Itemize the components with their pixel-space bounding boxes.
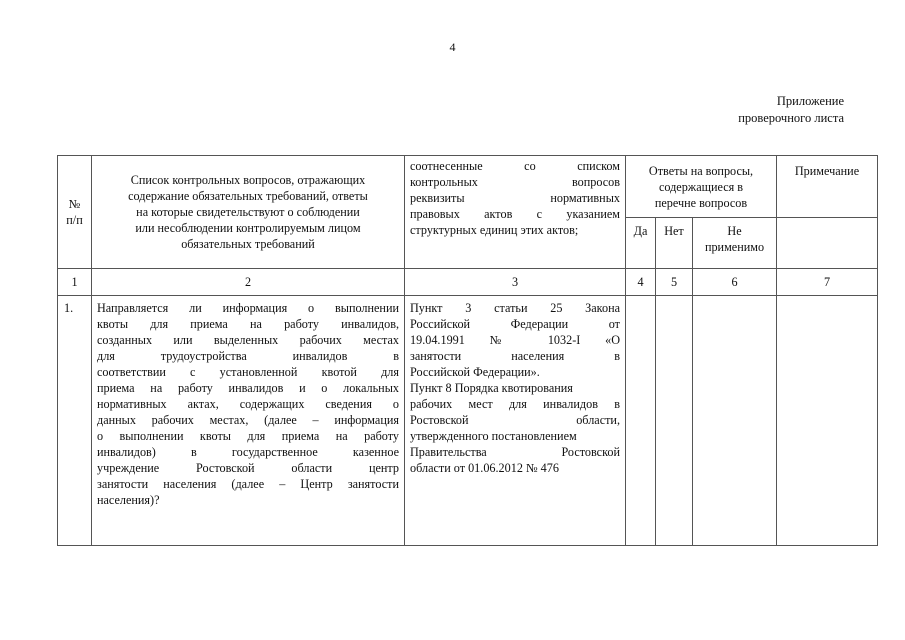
header-no: Нет [656, 218, 693, 269]
row-question-line: о выполнении квоты для приема на работу [97, 429, 399, 443]
row-requisites-line: Российской Федерации от [410, 317, 620, 331]
header-number [58, 156, 92, 269]
column-number: 5 [656, 269, 693, 296]
table-row [58, 296, 878, 546]
row-question-line: нормативных актах, содержащих сведения о [97, 397, 399, 411]
checklist-table [57, 155, 878, 546]
row-requisites-line: утвержденного постановлением [410, 429, 577, 443]
header-not-applicable-line-2: применимо [704, 240, 765, 254]
header-answers-line: Ответы на вопросы, [648, 164, 754, 178]
row-question-line: соответствии с установленной квотой для [97, 365, 399, 379]
row-question-line: инвалидов) в государственное казенное [97, 445, 399, 459]
row-answer-not-applicable [693, 296, 777, 546]
row-number: 1. [58, 296, 92, 546]
header-requisites-line: правовых актов с указанием [410, 207, 620, 221]
header-requisites-line: соотнесенные со списком [410, 159, 620, 173]
header-not-applicable-line-1: Не [727, 224, 742, 238]
row-note [777, 296, 878, 546]
header-questions-line: или несоблюдении контролируемым лицом [135, 221, 361, 235]
column-number: 6 [693, 269, 777, 296]
appendix-line-2: проверочного листа [738, 111, 844, 125]
appendix-line-1: Приложение [776, 94, 844, 108]
row-question-line: Направляется ли информация о выполнении [97, 301, 399, 315]
column-number: 1 [58, 269, 92, 296]
page-number: 4 [449, 40, 456, 54]
row-question-line: учреждение Ростовской области центр [97, 461, 399, 475]
row-answer-no [656, 296, 693, 546]
row-question-line: приема на работу инвалидов и о локальных [97, 381, 399, 395]
header-row [58, 156, 878, 218]
row-requisites-line: Пункт 3 статьи 25 Закона [410, 301, 620, 315]
header-answers-line: содержащиеся в [658, 180, 744, 194]
row-requisites-line: Пункт 8 Порядка квотирования [410, 381, 573, 395]
header-answers [626, 156, 777, 218]
column-number: 4 [626, 269, 656, 296]
header-answers-line: перечне вопросов [654, 196, 748, 210]
appendix-heading [738, 93, 844, 127]
header-note: Примечание [777, 156, 878, 218]
row-requisites-line: рабочих мест для инвалидов в [410, 397, 620, 411]
row-requisites-line: области от 01.06.2012 № 476 [410, 461, 559, 475]
header-requisites-line: структурных единиц этих актов; [410, 223, 579, 237]
row-requisites-line: Российской Федерации». [410, 365, 540, 379]
row-requisites [405, 296, 626, 546]
header-questions-line: на которые свидетельствуют о соблюдении [136, 205, 360, 219]
header-requisites [405, 156, 626, 269]
column-number: 7 [777, 269, 878, 296]
row-question-line: данных рабочих местах, (далее – информация [97, 413, 399, 427]
row-question-line: квоты для приема на работу инвалидов, [97, 317, 399, 331]
header-questions-line: содержание обязательных требований, ответы [128, 189, 368, 203]
header-questions-line: обязательных требований [181, 237, 315, 251]
row-question-line: населения)? [97, 493, 160, 507]
header-questions-line: Список контрольных вопросов, отражающих [130, 173, 366, 187]
row-question [92, 296, 405, 546]
row-question-line: занятости населения (далее – Центр занятости [97, 477, 399, 491]
row-requisites-line: 19.04.1991 № 1032-I «О [410, 333, 620, 347]
header-requisites-line: контрольных вопросов [410, 175, 620, 189]
row-answer-yes [626, 296, 656, 546]
header-yes: Да [626, 218, 656, 269]
column-number: 3 [405, 269, 626, 296]
header-questions [92, 156, 405, 269]
column-number: 2 [92, 269, 405, 296]
row-question-line: созданных или выделенных рабочих местах [97, 333, 399, 347]
header-number-symbol: № [68, 197, 81, 211]
row-question-line: для трудоустройства инвалидов в [97, 349, 399, 363]
header-requisites-line: реквизиты нормативных [410, 191, 620, 205]
row-requisites-line: Правительства Ростовской [410, 445, 620, 459]
header-not-applicable [693, 218, 777, 269]
row-requisites-line: Ростовской области, [410, 413, 620, 427]
header-number-label: п/п [66, 213, 83, 227]
row-requisites-line: занятости населения в [410, 349, 620, 363]
header-note-blank [777, 218, 878, 269]
column-number-row [58, 269, 878, 296]
